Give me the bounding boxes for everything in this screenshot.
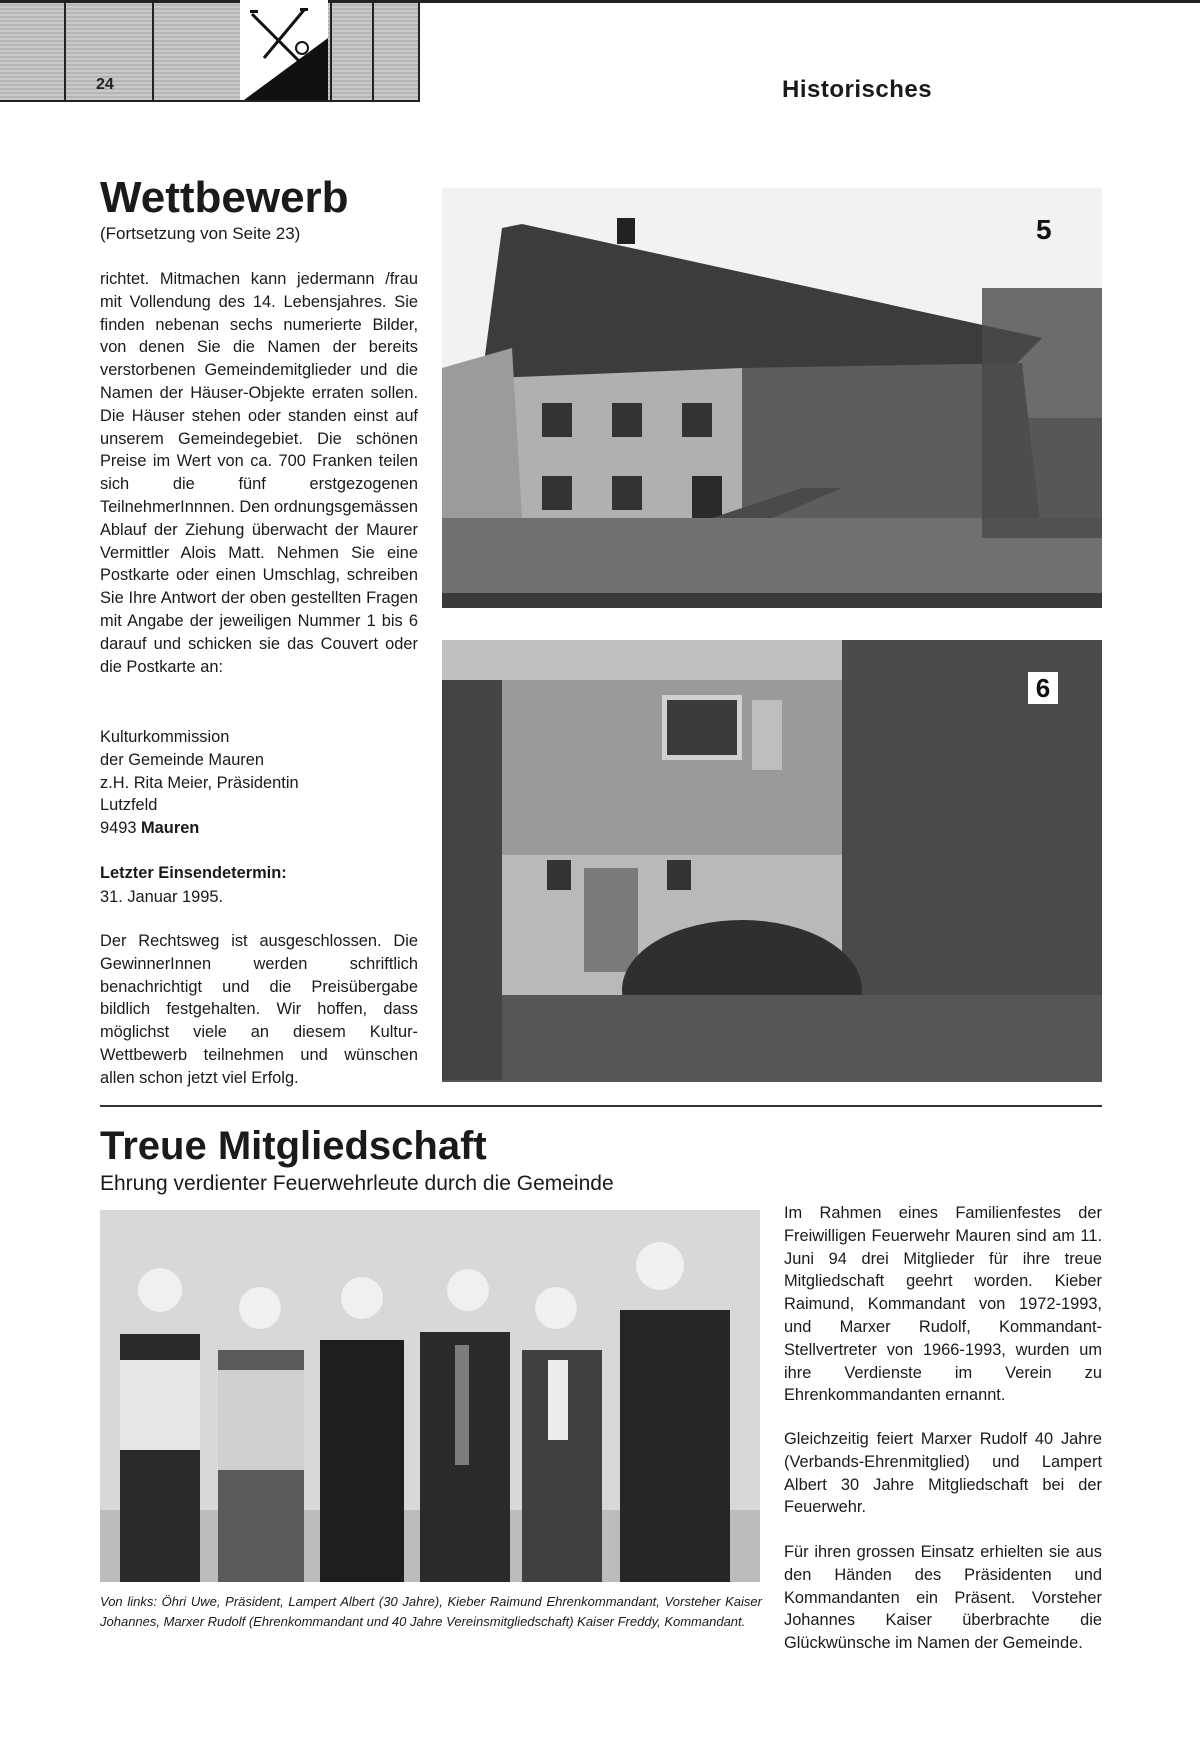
address-line: der Gemeinde Mauren	[100, 750, 264, 769]
header-divider	[418, 0, 420, 100]
article-body: Für ihren grossen Einsatz erhielten sie aus den Händen des Präsidenten und Kommandanten ein Präsent. Vorsteher Johannes Kaiser überbrachte die Glückwünsche im Namen der Gemeinde.	[784, 1543, 1102, 1653]
address-town: Mauren	[141, 819, 200, 838]
section-divider	[100, 1105, 1102, 1107]
header-divider	[330, 0, 332, 100]
article-title: Wettbewerb	[100, 173, 349, 222]
article-title: Treue Mitgliedschaft	[100, 1124, 487, 1168]
article-body: Gleichzeitig feiert Marxer Rudolf 40 Jahre (Verbands-Ehrenmitglied) und Lampert Albert 30 Jahre Mitgliedschaft bei der Feuerwehr.	[784, 1430, 1102, 1517]
photo-firefighters-group	[100, 1210, 760, 1582]
header-divider	[372, 0, 374, 100]
article-body: Im Rahmen eines Familienfestes der Freiwilligen Feuerwehr Mauren sind am 11. Juni 94 drei Mitglieder für ihre treue Mitgliedschaft geehrt worden. Kieber Raimund, Kommandant von 1972-1993, und Marxer Rudolf, Kommandant-Stellvertreter von 1966-1993, wurden um ihre Verdienste im Verein zu Ehrenkommandanten ernannt.	[784, 1204, 1102, 1405]
photo-caption: Von links: Öhri Uwe, Präsident, Lampert Albert (30 Jahre), Kieber Raimund Ehrenkommandant, Vorsteher Kaiser Johannes, Marxer Rudolf (Ehrenkommandant und 40 Jahre Vereinsmitgliedschaft) Kaiser Freddy, Kommandant.	[100, 1594, 762, 1629]
postal-address	[100, 726, 299, 840]
address-postcode: 9493	[100, 819, 137, 838]
photo-number-label: 5	[1036, 214, 1052, 245]
article-footer: Der Rechtsweg ist ausgeschlossen. Die GewinnerInnen werden schriftlich benachrichtigt und die Preisübergabe bildlich festgehalten. Wir hoffen, dass möglichst viele an diesem Kultur-Wettbewerb teilnehmen und wünschen allen schon jetzt viel Erfolg.	[100, 932, 418, 1087]
section-label: Historisches	[782, 76, 933, 103]
article-body: richtet. Mitmachen kann jedermann /frau mit Vollendung des 14. Lebensjahres. Sie finden nebenan sechs numerierte Bilder, von denen Sie die Namen der bereits verstorbenen Gemeindemitglieder und die Namen der Häuser-Objekte erraten sollen. Die Häuser stehen oder standen einst auf unserem Gemeindegebiet. Die schönen Preise im Wert von ca. 700 Franken teilen sich die fünf erstgezogenen TeilnehmerInnnen. Den ordnungsgemässen Ablauf der Ziehung überwacht der Maurer Vermittler Alois Matt. Nehmen Sie eine Postkarte oder einen Umschlag, schreiben Sie Ihre Antwort der oben gestellten Fragen mit Angabe der jeweiligen Nummer 1 bis 6 darauf und schicken sie das Couvert oder die Postkarte an:	[100, 270, 418, 676]
deadline-label: Letzter Einsendetermin:	[100, 864, 287, 882]
header-divider	[152, 0, 154, 100]
header-band	[0, 0, 420, 102]
address-line: Lutzfeld	[100, 796, 158, 815]
article-subtitle: (Fortsetzung von Seite 23)	[100, 224, 301, 243]
header-rule	[0, 0, 1200, 3]
municipal-crest-icon	[240, 0, 328, 100]
page-number: 24	[96, 76, 114, 93]
address-line: Kulturkommission	[100, 728, 230, 746]
deadline-date: 31. Januar 1995.	[100, 888, 224, 906]
article-subtitle: Ehrung verdienter Feuerwehrleute durch die Gemeinde	[100, 1172, 614, 1195]
photo-house-6	[442, 640, 1102, 1082]
photo-house-5	[442, 188, 1102, 608]
address-line: z.H. Rita Meier, Präsidentin	[100, 773, 299, 792]
address-line	[100, 817, 299, 840]
photo-number-label: 6	[1028, 672, 1058, 704]
header-divider	[64, 0, 66, 100]
